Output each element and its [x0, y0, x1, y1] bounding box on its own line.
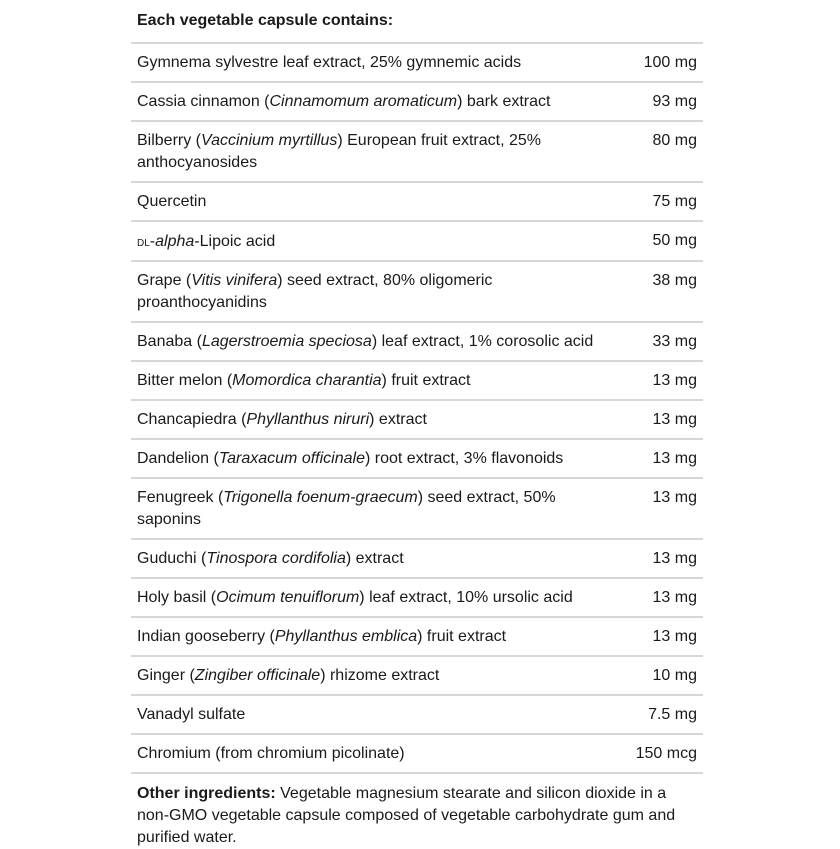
- ingredient-latin-name: Trigonella foenum-graecum: [223, 489, 418, 506]
- ingredient-name: [131, 121, 601, 182]
- ingredient-latin-name: Momordica charantia: [232, 372, 382, 389]
- other-ingredients-label: Other ingredients:: [137, 785, 276, 802]
- ingredient-name: [131, 82, 601, 121]
- ingredient-name-text: Bilberry (: [137, 132, 202, 149]
- ingredient-amount: 75 mg: [601, 182, 703, 221]
- ingredient-latin-name: Lagerstroemia speciosa: [201, 333, 372, 350]
- ingredient-name: [131, 478, 601, 539]
- ingredient-latin-name: Ocimum tenuiflorum: [216, 589, 360, 606]
- ingredient-amount: 80 mg: [601, 121, 703, 182]
- ingredient-name: [131, 182, 601, 221]
- ingredient-name: [131, 221, 601, 261]
- ingredient-name-suffix: ) European fruit extract, 25% anthocyanosides: [137, 132, 541, 171]
- ingredient-name-text: Gymnema sylvestre leaf extract, 25% gymnemic acids: [137, 54, 522, 71]
- ingredient-name: [131, 617, 601, 656]
- ingredient-row: [131, 734, 703, 773]
- ingredient-latin-name: Vitis vinifera: [191, 272, 278, 289]
- ingredient-name-suffix: ) fruit extract: [417, 628, 507, 645]
- panel-header: Each vegetable capsule contains:: [131, 0, 703, 44]
- ingredient-row: [131, 539, 703, 578]
- ingredient-name-text: Banaba (: [137, 333, 202, 350]
- ingredient-latin-name: Phyllanthus emblica: [274, 628, 418, 645]
- ingredient-name-suffix: ) extract: [345, 550, 404, 567]
- ingredient-row: [131, 82, 703, 121]
- ingredient-name-suffix: ) seed extract, 80% oligomeric proanthocyanidins: [137, 272, 493, 311]
- ingredient-name-suffix: ) leaf extract, 1% corosolic acid: [371, 333, 594, 350]
- ingredient-name-text: Bitter melon (: [137, 372, 233, 389]
- ingredient-amount: 93 mg: [601, 82, 703, 121]
- ingredient-row: [131, 478, 703, 539]
- ingredient-name-text: Cassia cinnamon (: [137, 93, 270, 110]
- other-ingredients-text: Vegetable magnesium stearate and silicon dioxide in a non-GMO vegetable capsule composed of vegetable carbohydrate gum and purified water.: [137, 785, 676, 846]
- ingredient-row: [131, 221, 703, 261]
- ingredient-name-text: Indian gooseberry (: [137, 628, 275, 645]
- ingredient-row: [131, 121, 703, 182]
- ingredient-name-text: Dandelion (: [137, 450, 219, 467]
- ingredient-name: [131, 539, 601, 578]
- ingredient-name-suffix: ) seed extract, 50% saponins: [137, 489, 556, 528]
- ingredient-row: [131, 261, 703, 322]
- ingredient-name-suffix: ) root extract, 3% flavonoids: [364, 450, 564, 467]
- ingredient-name: [131, 439, 601, 478]
- ingredient-name: [131, 400, 601, 439]
- ingredients-table-body: [131, 44, 703, 773]
- ingredient-amount: 33 mg: [601, 322, 703, 361]
- ingredient-latin-name: Zingiber officinale: [194, 667, 321, 684]
- ingredient-latin-name: Cinnamomum aromaticum: [269, 93, 458, 110]
- ingredient-amount: 150 mcg: [601, 734, 703, 773]
- ingredient-row: [131, 695, 703, 734]
- ingredient-latin-name: Vaccinium myrtillus: [201, 132, 338, 149]
- ingredient-row: [131, 44, 703, 82]
- ingredient-name-suffix: ) leaf extract, 10% ursolic acid: [359, 589, 573, 606]
- ingredient-amount: 13 mg: [601, 578, 703, 617]
- ingredient-name-suffix: ) extract: [369, 411, 427, 428]
- ingredient-name: [131, 361, 601, 400]
- ingredient-name-text: Guduchi (: [137, 550, 207, 567]
- supplement-facts-panel: [131, 0, 703, 849]
- ingredient-name: [131, 44, 601, 82]
- ingredient-amount: 38 mg: [601, 261, 703, 322]
- ingredient-name: [131, 734, 601, 773]
- ingredient-amount: 7.5 mg: [601, 695, 703, 734]
- ingredient-name-suffix: ) bark extract: [457, 93, 551, 110]
- ingredient-row: [131, 617, 703, 656]
- ingredient-name-suffix: -Lipoic acid: [194, 233, 276, 250]
- ingredient-name-suffix: ) fruit extract: [381, 372, 471, 389]
- ingredient-row: [131, 182, 703, 221]
- ingredient-name-suffix: ) rhizome extract: [320, 667, 440, 684]
- ingredient-amount: 50 mg: [601, 221, 703, 261]
- ingredient-name-text: Chancapiedra (: [137, 411, 247, 428]
- ingredient-amount: 13 mg: [601, 617, 703, 656]
- ingredient-name-text: Ginger (: [137, 667, 195, 684]
- ingredient-row: [131, 361, 703, 400]
- ingredient-amount: 100 mg: [601, 44, 703, 82]
- ingredient-amount: 13 mg: [601, 478, 703, 539]
- ingredient-prefix: dl: [137, 233, 150, 249]
- ingredient-row: [131, 578, 703, 617]
- ingredient-name-text: Holy basil (: [137, 589, 217, 606]
- other-ingredients: [131, 774, 703, 849]
- ingredient-latin-name: alpha: [155, 233, 195, 250]
- ingredient-name: [131, 322, 601, 361]
- ingredient-latin-name: Tinospora cordifolia: [206, 550, 346, 567]
- ingredient-name: [131, 578, 601, 617]
- ingredient-name: [131, 695, 601, 734]
- ingredient-amount: 13 mg: [601, 439, 703, 478]
- ingredient-name-text: Fenugreek (: [137, 489, 224, 506]
- ingredient-name-text: Grape (: [137, 272, 192, 289]
- ingredient-name-text: -: [149, 233, 156, 250]
- ingredient-row: [131, 656, 703, 695]
- ingredient-latin-name: Phyllanthus niruri: [246, 411, 370, 428]
- ingredient-amount: 13 mg: [601, 361, 703, 400]
- ingredient-amount: 13 mg: [601, 539, 703, 578]
- ingredient-name: [131, 261, 601, 322]
- ingredient-row: [131, 400, 703, 439]
- ingredients-table: [131, 44, 703, 774]
- ingredient-name: [131, 656, 601, 695]
- ingredient-name-text: Chromium (from chromium picolinate): [137, 745, 405, 762]
- ingredient-latin-name: Taraxacum officinale: [218, 450, 365, 467]
- ingredient-row: [131, 439, 703, 478]
- ingredient-row: [131, 322, 703, 361]
- ingredient-amount: 13 mg: [601, 400, 703, 439]
- ingredient-name-text: Quercetin: [137, 193, 207, 210]
- ingredient-amount: 10 mg: [601, 656, 703, 695]
- ingredient-name-text: Vanadyl sulfate: [137, 706, 246, 723]
